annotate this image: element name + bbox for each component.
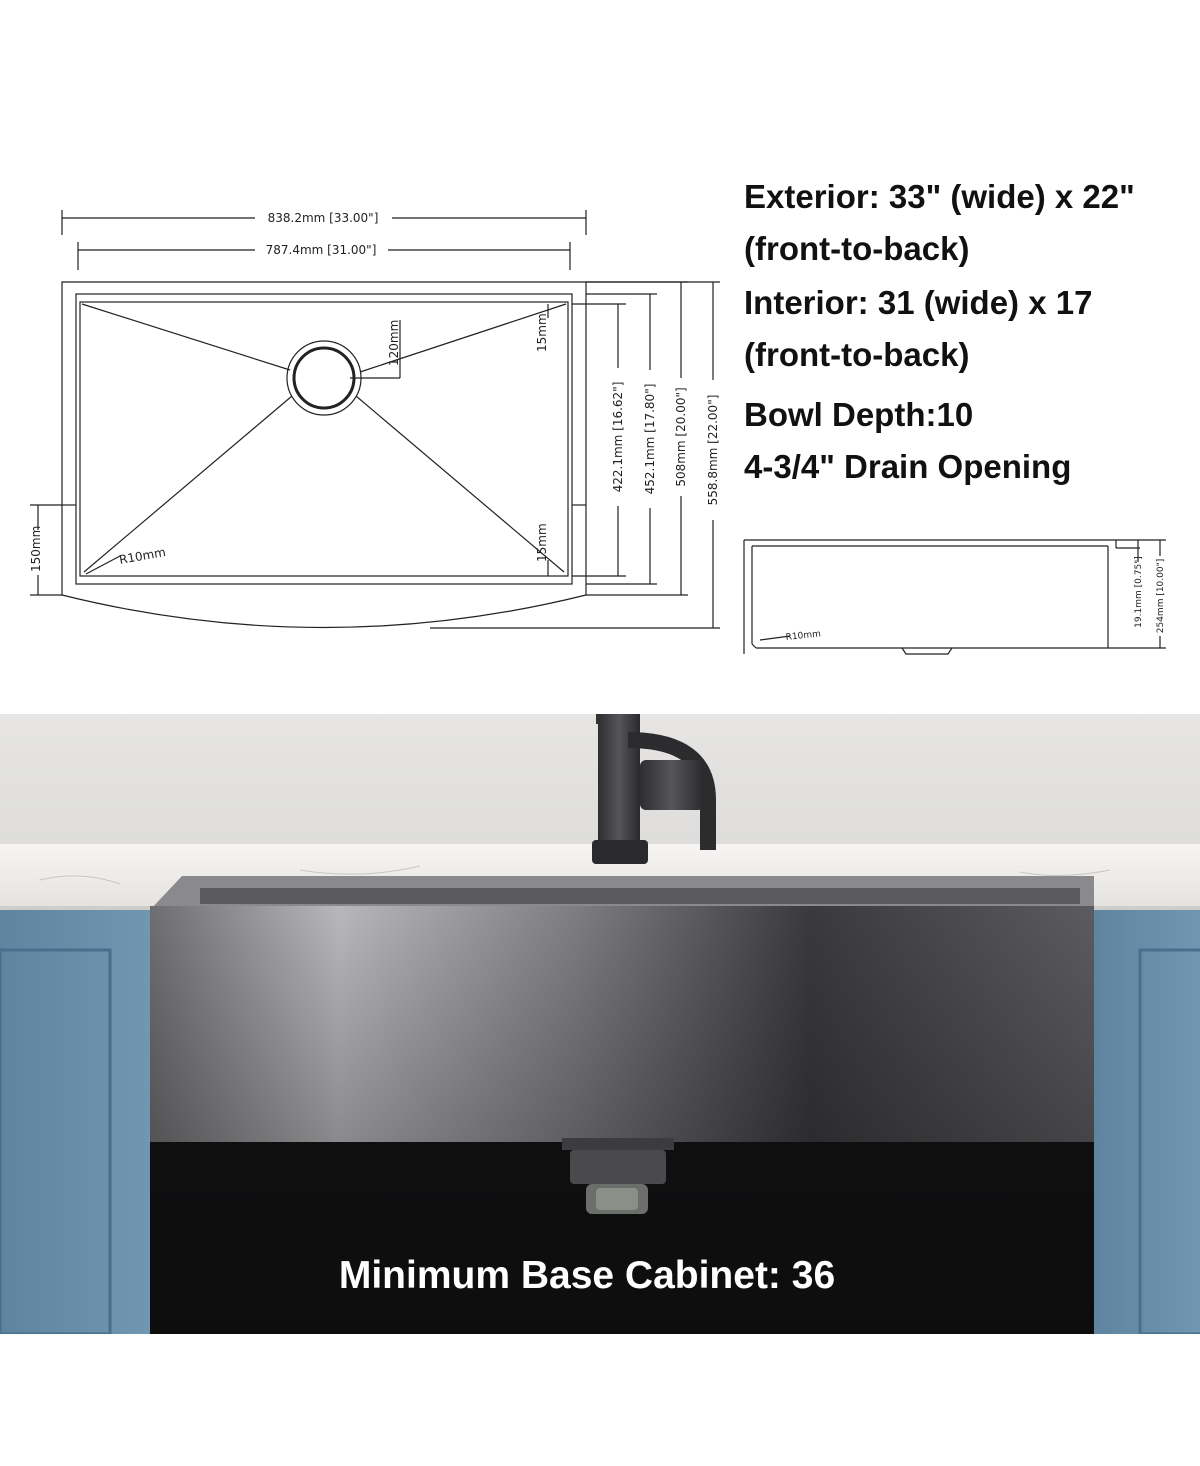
photo-caption: Minimum Base Cabinet: 36 <box>338 1254 836 1297</box>
corner-bottom-label: 15mm <box>535 523 549 562</box>
exterior-width-label: 838.2mm [33.00"] <box>267 211 379 225</box>
depth-2-label: 452.1mm [17.80"] <box>643 383 657 495</box>
product-photo <box>0 714 1200 1334</box>
depth-3-label: 508mm [20.00"] <box>674 387 688 487</box>
rim-height-label: 19.1mm [0.75"] <box>1134 556 1144 628</box>
depth-1-label: 422.1mm [16.62"] <box>611 381 625 493</box>
spec-interior-line1: Interior: 31 (wide) x 17 <box>744 284 1093 321</box>
bowl-height-label: 254mm [10.00"] <box>1156 558 1166 634</box>
interior-width-label: 787.4mm [31.00"] <box>265 243 377 257</box>
corner-top-label: 15mm <box>535 313 549 352</box>
side-view-drawing <box>738 528 1170 660</box>
spec-bowl-depth: Bowl Depth:10 <box>744 396 974 433</box>
top-view-drawing <box>0 190 730 650</box>
corner-radius-label: R10mm <box>118 545 167 567</box>
side-corner-radius-label: R10mm <box>785 629 822 643</box>
apron-height-label: 150mm <box>29 525 43 572</box>
spec-exterior-line2: (front-to-back) <box>744 230 970 267</box>
spec-interior-line2: (front-to-back) <box>744 336 970 373</box>
drain-offset-label: 120mm <box>387 319 401 366</box>
spec-drain-opening: 4-3/4" Drain Opening <box>744 448 1072 485</box>
sink-illustration <box>0 714 1200 1334</box>
depth-4-label: 558.8mm [22.00"] <box>706 394 720 506</box>
spec-exterior-line1: Exterior: 33" (wide) x 22" <box>744 178 1135 215</box>
